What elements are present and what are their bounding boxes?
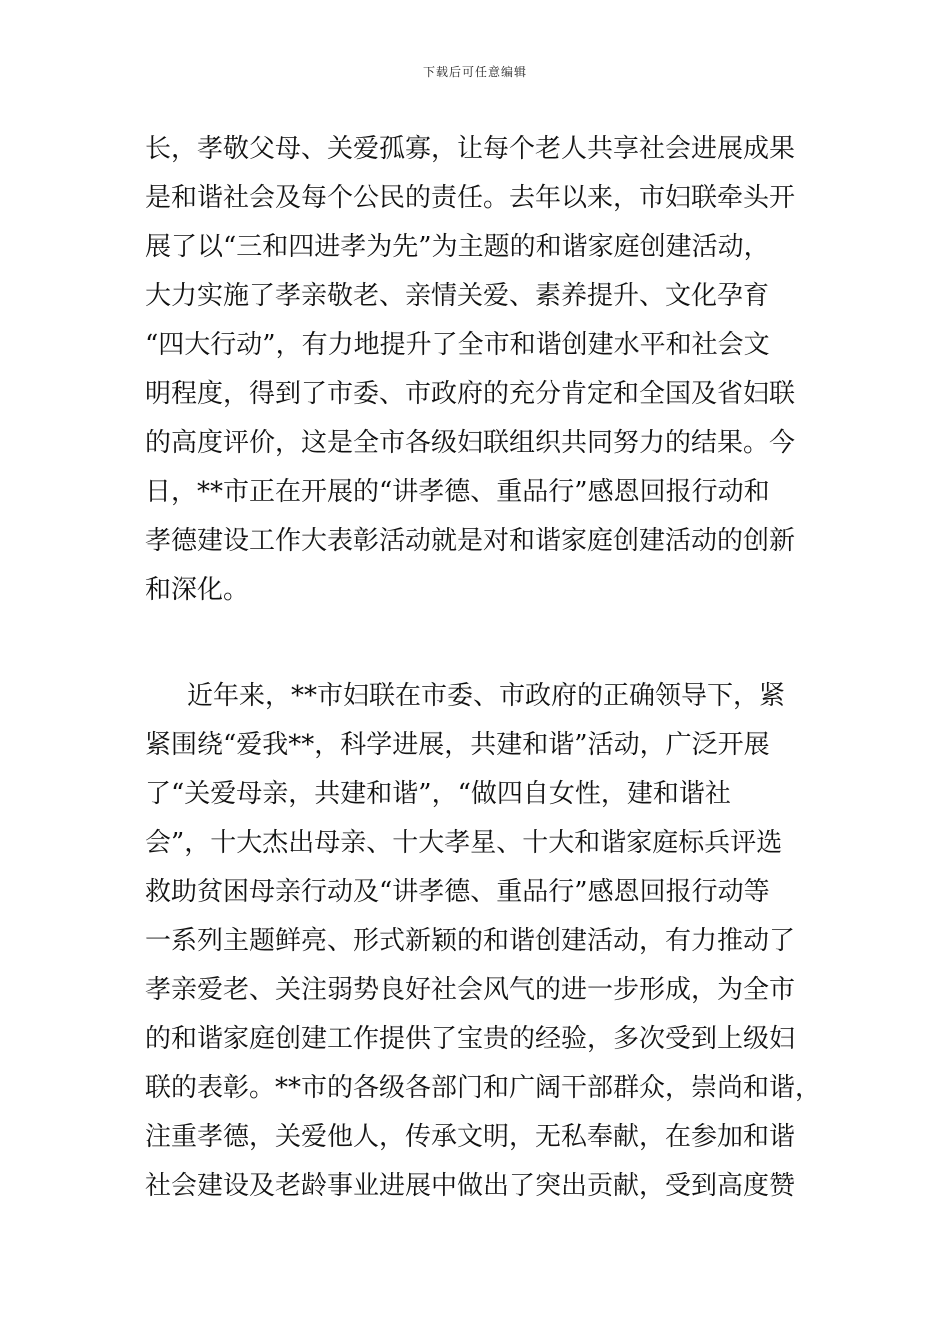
- text-line: 社会建设及老龄事业进展中做出了突出贡献，受到高度赞: [145, 1171, 796, 1201]
- text-line-indented: 近年来，**市妇联在市委、市政府的正确领导下，紧: [187, 681, 786, 711]
- text-line: 日，**市正在开展的“讲孝德、重品行”感恩回报行动和: [145, 477, 770, 507]
- text-line: 紧围绕“爱我**，科学进展，共建和谐”活动，广泛开展: [145, 730, 770, 760]
- text-line: 注重孝德，关爱他人，传承文明，无私奉献，在参加和谐: [145, 1122, 796, 1152]
- text-line: “四大行动”，有力地提升了全市和谐创建水平和社会文: [145, 330, 770, 360]
- text-line: 救助贫困母亲行动及“讲孝德、重品行”感恩回报行动等: [145, 877, 770, 907]
- page-header: 下载后可任意编辑: [422, 65, 527, 79]
- text-line: 了“关爱母亲，共建和谐”，“做四自女性，建和谐社: [145, 779, 731, 809]
- text-line: 孝亲爱老、关注弱势良好社会风气的进一步形成，为全市: [145, 975, 796, 1005]
- text-line: 孝德建设工作大表彰活动就是对和谐家庭创建活动的创新: [145, 526, 796, 556]
- text-line: 一系列主题鲜亮、形式新颖的和谐创建活动，有力推动了: [145, 926, 796, 956]
- text-line: 的和谐家庭创建工作提供了宝贵的经验，多次受到上级妇: [145, 1024, 796, 1054]
- text-line: 会”，十大杰出母亲、十大孝星、十大和谐家庭标兵评选: [145, 828, 783, 858]
- text-line: 大力实施了孝亲敬老、亲情关爱、素养提升、文化孕育: [145, 281, 770, 311]
- text-line: 的高度评价，这是全市各级妇联组织共同努力的结果。今: [145, 428, 796, 458]
- text-line: 展了以“三和四进孝为先”为主题的和谐家庭创建活动，: [145, 232, 770, 262]
- paragraph-2: [145, 672, 822, 1211]
- text-line: 长，孝敬父母、关爱孤寡，让每个老人共享社会进展成果: [145, 134, 796, 164]
- text-line: 明程度，得到了市委、市政府的充分肯定和全国及省妇联: [145, 379, 796, 409]
- text-line: 是和谐社会及每个公民的责任。去年以来，市妇联牵头开: [145, 183, 796, 213]
- text-line: 和深化。: [145, 575, 250, 605]
- text-line: 联的表彰。**市的各级各部门和广阔干部群众，崇尚和谐，: [145, 1073, 822, 1103]
- paragraph-1: [145, 125, 815, 615]
